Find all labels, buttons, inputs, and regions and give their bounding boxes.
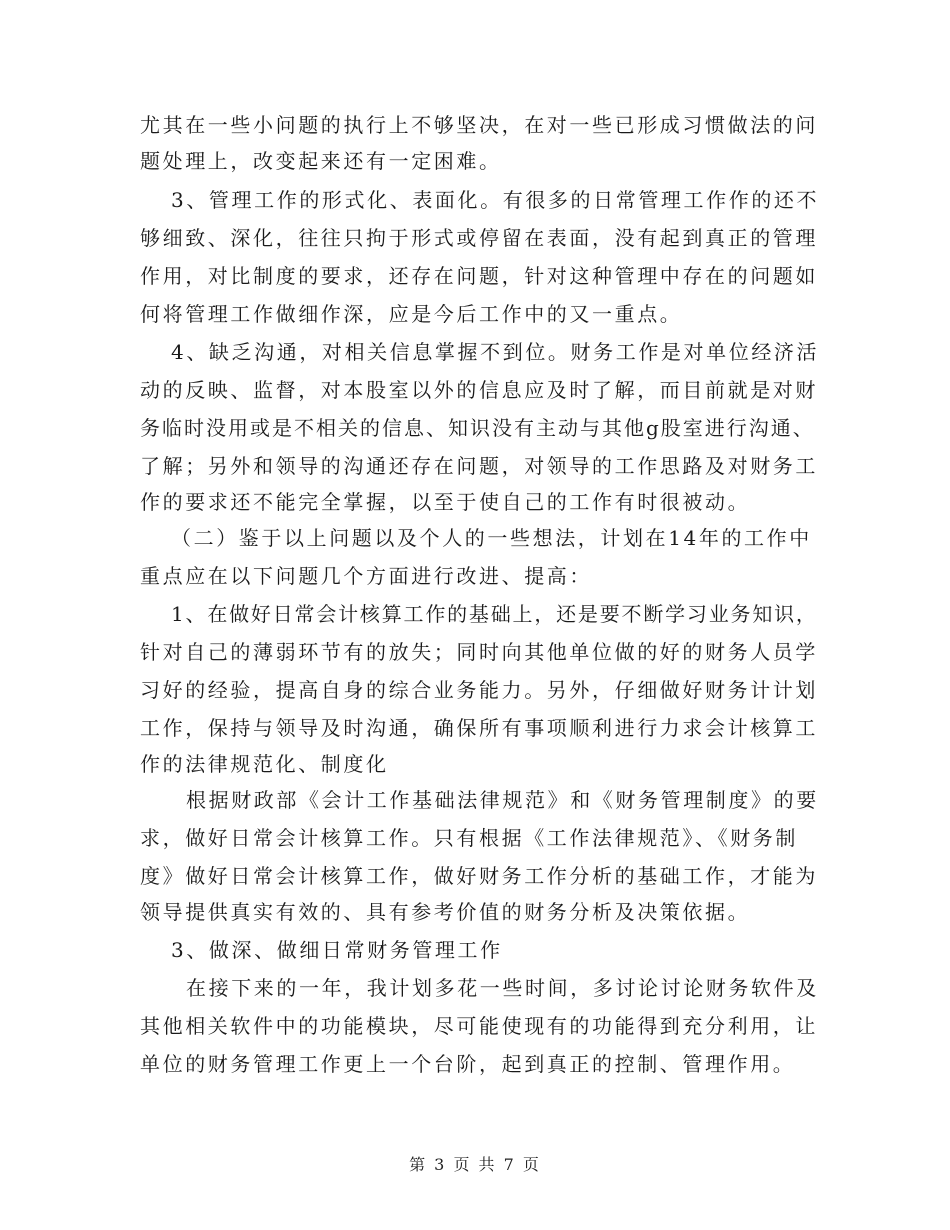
- body-line: 单位的财务管理工作更上一个台阶，起到真正的控制、管理作用。: [140, 1052, 796, 1076]
- body-line: 3、做深、做细日常财务管理工作: [171, 938, 503, 962]
- body-line: 了解；另外和领导的沟通还存在问题，对领导的工作思路及对财务工: [140, 454, 818, 478]
- body-line: 作的要求还不能完全掌握，以至于使自己的工作有时很被动。: [140, 490, 751, 514]
- body-line: 在接下来的一年，我计划多花一些时间，多讨论讨论财务软件及: [186, 976, 819, 1000]
- page-number: 第 3 页 共 7 页: [409, 1155, 541, 1174]
- body-line: 动的反映、监督，对本股室以外的信息应及时了解，而目前就是对财: [140, 378, 818, 402]
- body-line: 习好的经验，提高自身的综合业务能力。另外，仔细做好财务计计划: [140, 678, 818, 702]
- body-line: 何将管理工作做细作深，应是今后工作中的又一重点。: [140, 302, 683, 326]
- body-line: 重点应在以下问题几个方面进行改进、提高：: [140, 564, 592, 588]
- body-line: 领导提供真实有效的、具有参考价值的财务分析及决策依据。: [140, 900, 751, 924]
- body-line: 度》做好日常会计核算工作，做好财务工作分析的基础工作，才能为: [140, 864, 818, 888]
- body-line: 4、缺乏沟通，对相关信息掌握不到位。财务工作是对单位经济活: [171, 340, 820, 364]
- body-line: 3、管理工作的形式化、表面化。有很多的日常管理工作作的还不: [171, 188, 820, 212]
- body-line: 工作，保持与领导及时沟通，确保所有事项顺利进行力求会计核算工: [140, 716, 818, 740]
- body-line: 根据财政部《会计工作基础法律规范》和《财务管理制度》的要: [186, 788, 819, 812]
- body-line: 针对自己的薄弱环节有的放失；同时向其他单位做的好的财务人员学: [140, 640, 818, 664]
- body-line: 务临时没用或是不相关的信息、知识没有主动与其他g股室进行沟通、: [140, 416, 815, 440]
- body-line: 1、在做好日常会计核算工作的基础上，还是要不断学习业务知识，: [171, 602, 818, 626]
- body-line: 作用，对比制度的要求，还存在问题，针对这种管理中存在的问题如: [140, 264, 818, 288]
- body-line: 尤其在一些小问题的执行上不够坚决，在对一些已形成习惯做法的问: [140, 113, 818, 137]
- body-line: 题处理上，改变起来还有一定困难。: [140, 149, 502, 173]
- body-line: （二）鉴于以上问题以及个人的一些想法，计划在14年的工作中: [171, 526, 812, 550]
- body-line: 求，做好日常会计核算工作。只有根据《工作法律规范》、《财务制: [140, 826, 798, 850]
- body-line: 够细致、深化，往往只拘于形式或停留在表面，没有起到真正的管理: [140, 226, 818, 250]
- body-line: 作的法律规范化、制度化: [140, 752, 389, 776]
- body-line: 其他相关软件中的功能模块，尽可能使现有的功能得到充分利用，让: [140, 1014, 818, 1038]
